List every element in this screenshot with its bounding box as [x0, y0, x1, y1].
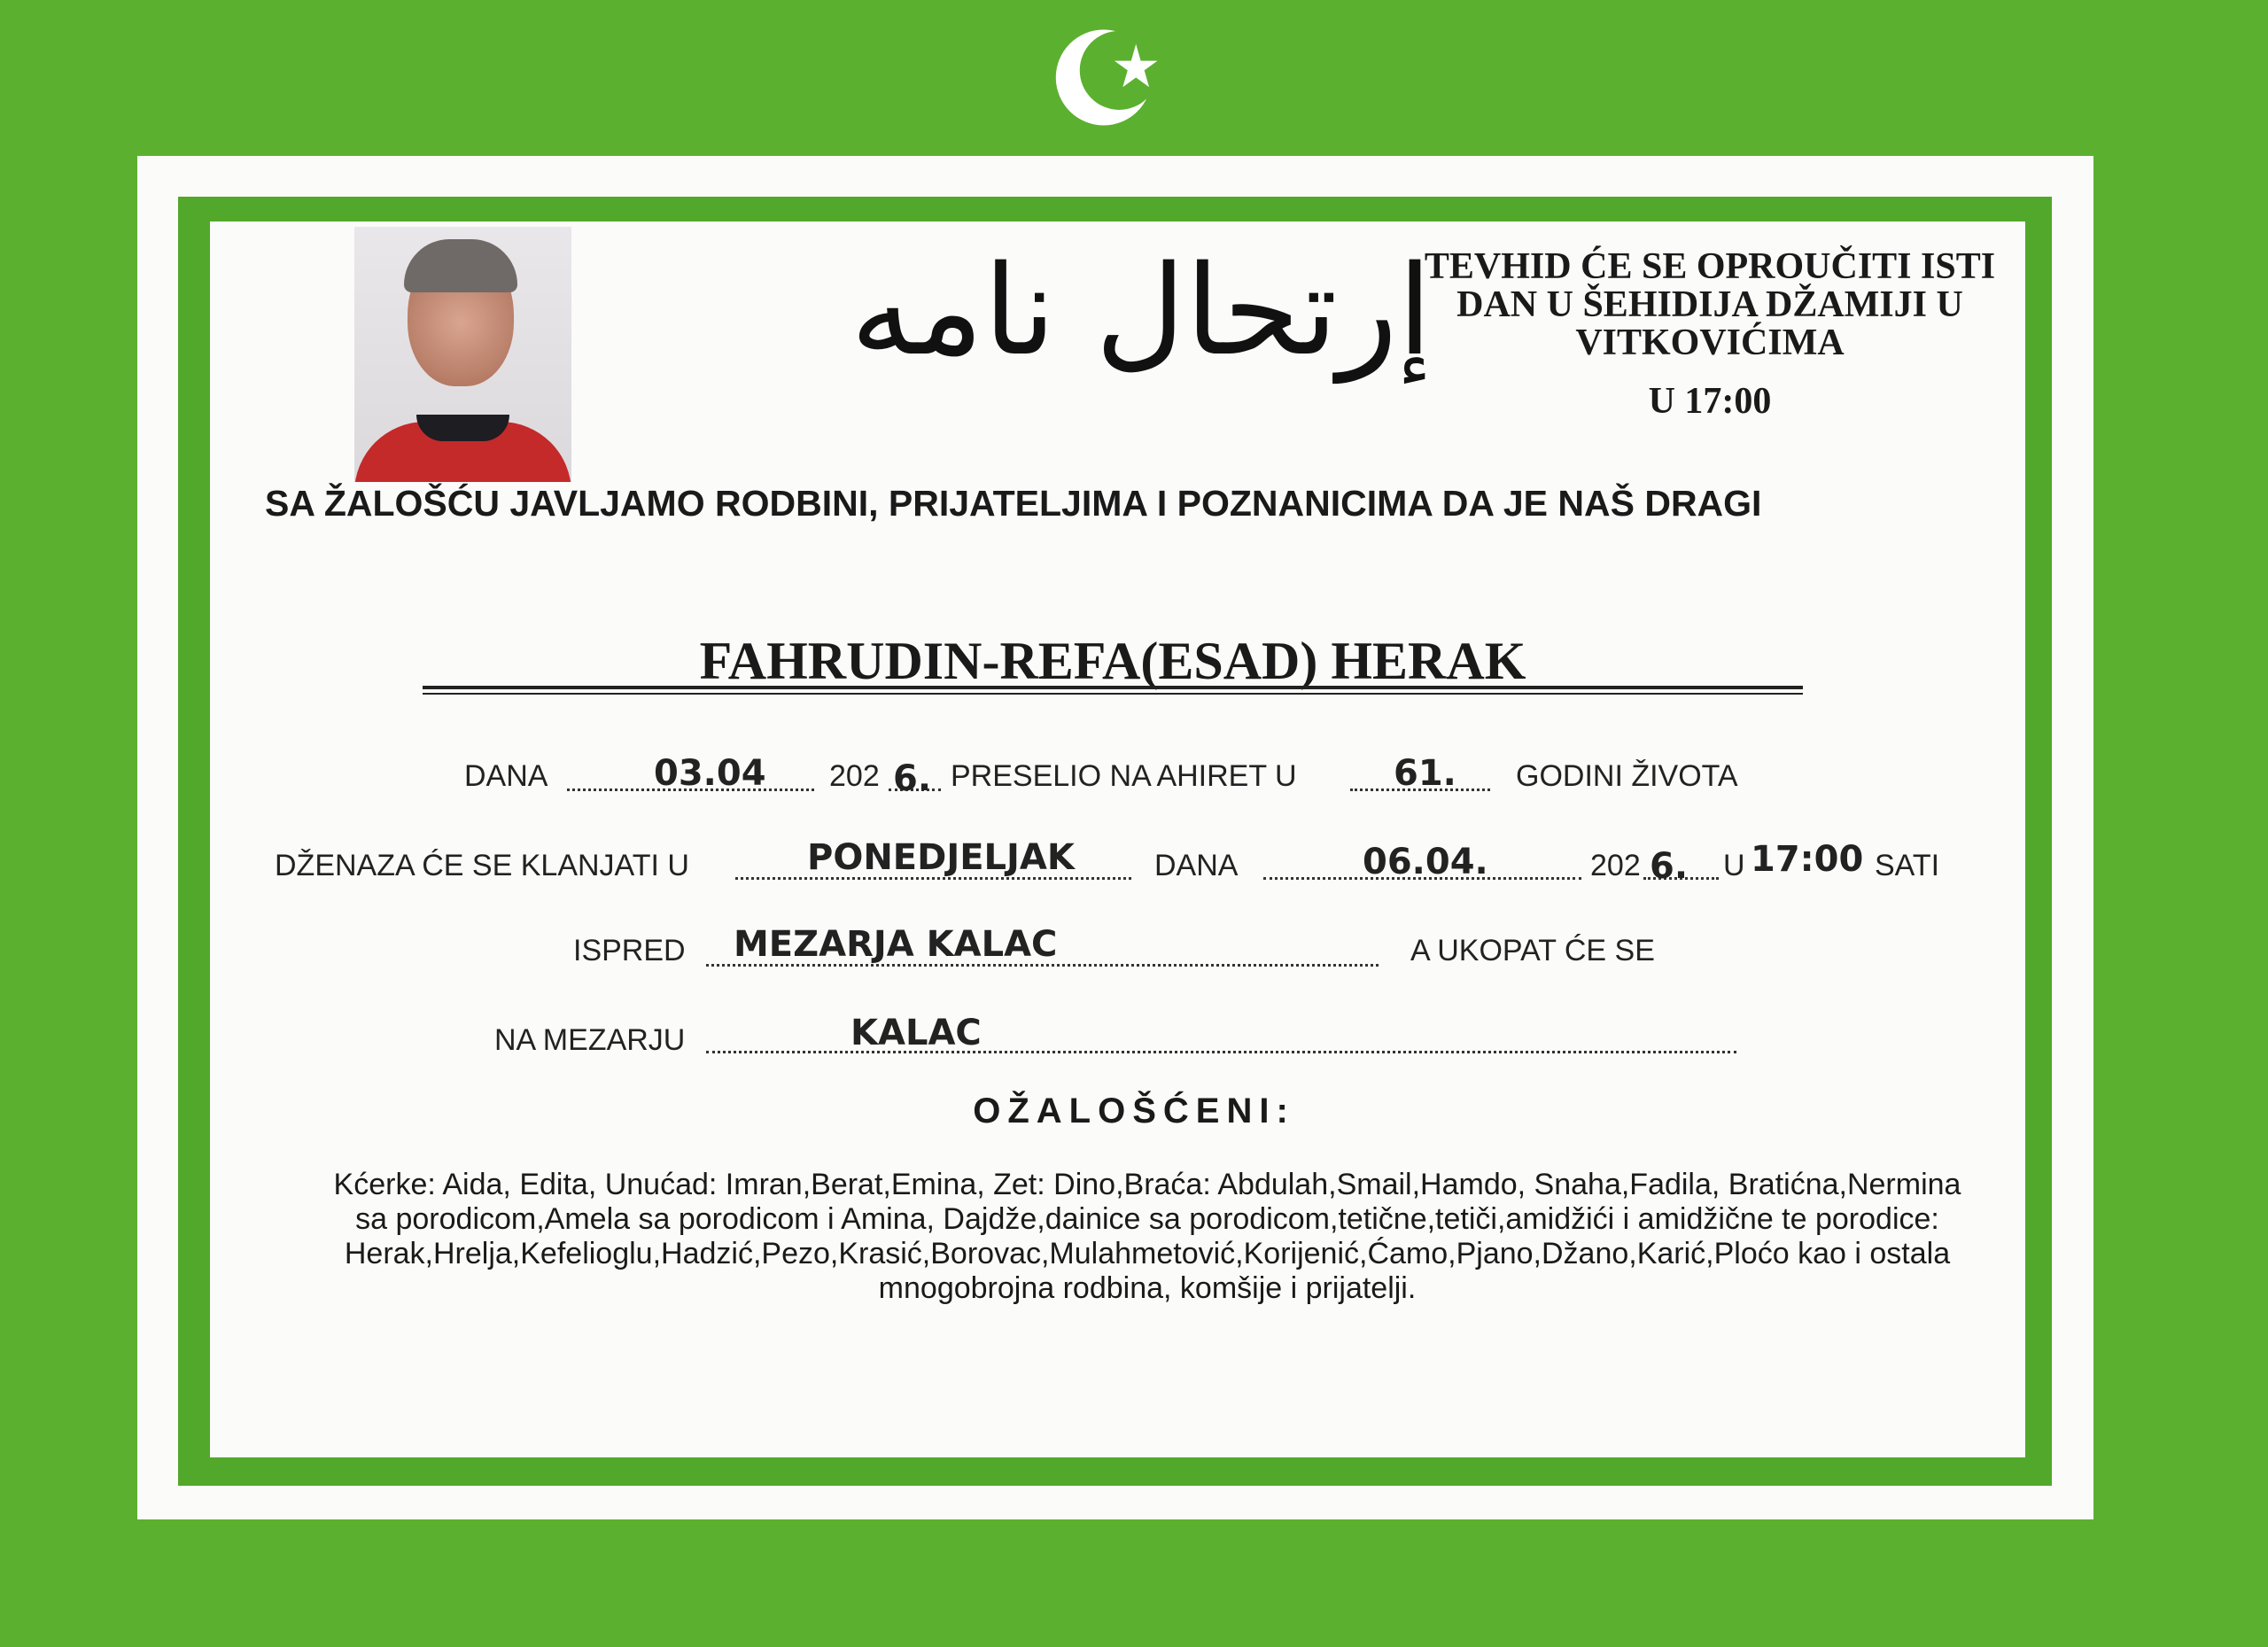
label-preselio: PRESELIO NA AHIRET U: [951, 759, 1297, 793]
arabic-title: إرتحال نامه: [850, 239, 1433, 384]
mourners-line: Herak,Hrelja,Kefelioglu,Hadzić,Pezo,Krasić,Borovac,Mulahmetović,Korijenić,Ćamo,Pjano,Džano,Karić,Ploćo kao i ostala: [344, 1237, 1951, 1270]
deceased-photo: [354, 227, 571, 482]
tevhid-line-2: DAN U ŠEHIDIJA DŽAMIJI U: [1456, 284, 1963, 325]
cemetery: KALAC: [850, 1013, 982, 1053]
label-dzenaza: DŽENAZA ĆE SE KLANJATI U: [275, 849, 689, 882]
label-u: U: [1723, 849, 1745, 882]
mourners-line: mnogobrojna rodbina, komšije i prijatelji.: [878, 1271, 1417, 1305]
label-godini: GODINI ŽIVOTA: [1516, 759, 1738, 793]
label-na-mezarju: NA MEZARJU: [494, 1023, 686, 1057]
crescent-star-icon: [1050, 18, 1169, 137]
age: 61.: [1394, 753, 1456, 794]
year-prefix-2: 202: [1590, 849, 1641, 882]
mourners-line: sa porodicom,Amela sa porodicom i Amina, Dajdže,dainice sa porodicom,tetične,tetiči,amidžići i amidžične te porodice:: [355, 1202, 1939, 1236]
mourners-title: OŽALOŠĆENI:: [973, 1092, 1295, 1130]
label-sati: SATI: [1875, 849, 1940, 882]
label-dana: DANA: [464, 759, 548, 793]
tevhid-line-1: TEVHID ĆE SE OPROUČITI ISTI: [1424, 246, 1996, 287]
tevhid-time: U 17:00: [1648, 381, 1772, 422]
label-dana-2: DANA: [1154, 849, 1239, 882]
name-underline: [423, 686, 1803, 695]
deceased-name: FAHRUDIN-REFA(ESAD) HERAK: [699, 632, 1526, 690]
funeral-time: 17:00: [1751, 839, 1864, 880]
death-date: 03.04: [654, 753, 766, 794]
intro-heading: SA ŽALOŠĆU JAVLJAMO RODBINI, PRIJATELJIMA I POZNANICIMA DA JE NAŠ DRAGI: [265, 483, 1762, 524]
mourners-list: [239, 1168, 2055, 1306]
label-ispred: ISPRED: [573, 934, 686, 967]
label-ukopat: A UKOPAT ĆE SE: [1410, 934, 1655, 967]
funeral-place: MEZARJA KALAC: [734, 924, 1058, 965]
funeral-date: 06.04.: [1363, 842, 1488, 882]
year-suffix-2: 6.: [1650, 846, 1689, 887]
tevhid-line-3: VITKOVIĆIMA: [1575, 322, 1845, 363]
funeral-day: PONEDJELJAK: [807, 837, 1075, 878]
mourners-line: Kćerke: Aida, Edita, Unućad: Imran,Berat,Emina, Zet: Dino,Braća: Abdulah,Smail,Hamdo, Snaha,Fadila, Bratićna,Nermina: [333, 1168, 1961, 1201]
year-suffix: 6.: [893, 758, 932, 799]
year-prefix: 202: [829, 759, 880, 793]
